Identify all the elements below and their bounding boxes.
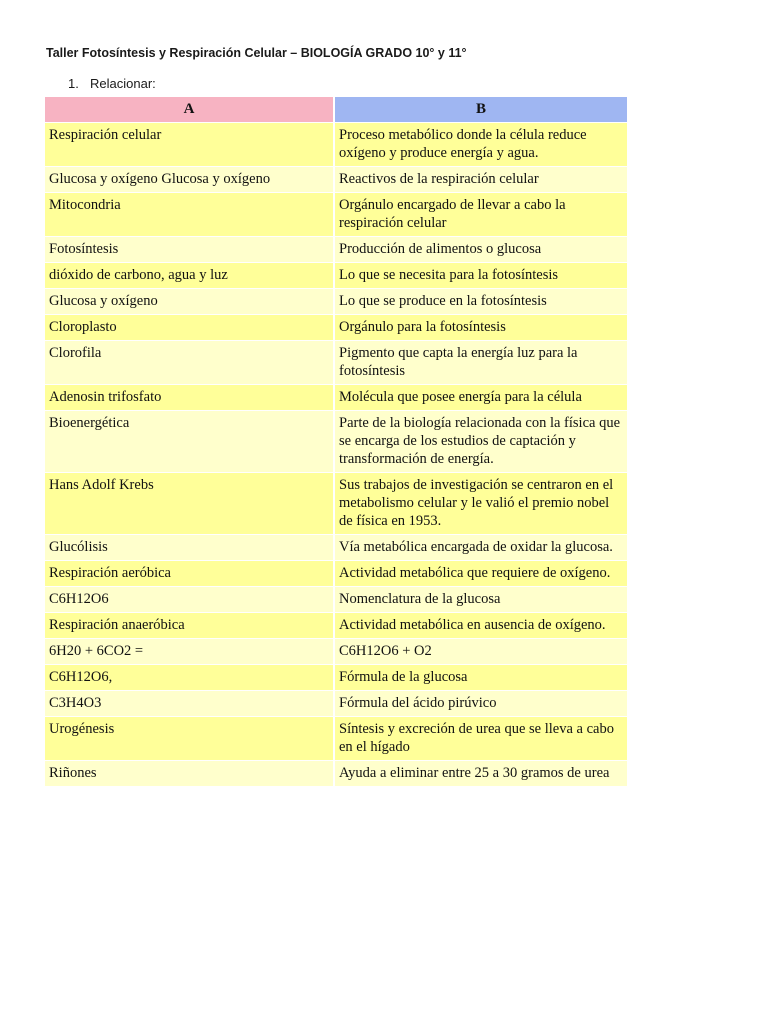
definition-cell: Actividad metabólica que requiere de oxígeno. [335, 561, 627, 587]
term-cell: Fotosíntesis [45, 237, 335, 263]
table-row [45, 411, 627, 473]
table-row [45, 123, 627, 167]
term-cell: 6H20 + 6CO2 = [45, 639, 335, 665]
question-label: Relacionar: [90, 76, 156, 91]
term-cell: Respiración anaeróbica [45, 613, 335, 639]
term-cell: Glucosa y oxígeno Glucosa y oxígeno [45, 167, 335, 193]
term-cell: Glucosa y oxígeno [45, 289, 335, 315]
definition-cell: Orgánulo encargado de llevar a cabo la respiración celular [335, 193, 627, 237]
table-row [45, 341, 627, 385]
term-cell: Clorofila [45, 341, 335, 385]
table-row [45, 535, 627, 561]
term-cell: Bioenergética [45, 411, 335, 473]
table-header-row [45, 97, 627, 123]
term-cell: C6H12O6, [45, 665, 335, 691]
term-cell: Riñones [45, 761, 335, 787]
term-cell: Glucólisis [45, 535, 335, 561]
matching-table [45, 97, 627, 787]
table-row [45, 289, 627, 315]
term-cell: C3H4O3 [45, 691, 335, 717]
table-row [45, 315, 627, 341]
definition-cell: Sus trabajos de investigación se centraron en el metabolismo celular y le valió el premio nobel de física en 1953. [335, 473, 627, 535]
definition-cell: Lo que se necesita para la fotosíntesis [335, 263, 627, 289]
definition-cell: Lo que se produce en la fotosíntesis [335, 289, 627, 315]
definition-cell: C6H12O6 + O2 [335, 639, 627, 665]
definition-cell: Producción de alimentos o glucosa [335, 237, 627, 263]
table-row [45, 237, 627, 263]
definition-cell: Vía metabólica encargada de oxidar la glucosa. [335, 535, 627, 561]
column-header-b: B [335, 97, 627, 123]
table-row [45, 587, 627, 613]
term-cell: Hans Adolf Krebs [45, 473, 335, 535]
table-row [45, 167, 627, 193]
definition-cell: Molécula que posee energía para la célula [335, 385, 627, 411]
column-header-a: A [45, 97, 335, 123]
definition-cell: Orgánulo para la fotosíntesis [335, 315, 627, 341]
table-row [45, 717, 627, 761]
definition-cell: Fórmula de la glucosa [335, 665, 627, 691]
table-row [45, 613, 627, 639]
term-cell: Mitocondria [45, 193, 335, 237]
table-row [45, 263, 627, 289]
table-row [45, 473, 627, 535]
definition-cell: Reactivos de la respiración celular [335, 167, 627, 193]
question-number: 1. [68, 76, 79, 91]
term-cell: dióxido de carbono, agua y luz [45, 263, 335, 289]
term-cell: Respiración celular [45, 123, 335, 167]
term-cell: C6H12O6 [45, 587, 335, 613]
definition-cell: Parte de la biología relacionada con la física que se encarga de los estudios de captación y transformación de energía. [335, 411, 627, 473]
table-row [45, 691, 627, 717]
table-row [45, 639, 627, 665]
table-row [45, 665, 627, 691]
definition-cell: Proceso metabólico donde la célula reduce oxígeno y produce energía y agua. [335, 123, 627, 167]
table-row [45, 761, 627, 787]
question-item [68, 76, 156, 91]
definition-cell: Pigmento que capta la energía luz para la fotosíntesis [335, 341, 627, 385]
term-cell: Respiración aeróbica [45, 561, 335, 587]
term-cell: Urogénesis [45, 717, 335, 761]
term-cell: Cloroplasto [45, 315, 335, 341]
definition-cell: Fórmula del ácido pirúvico [335, 691, 627, 717]
definition-cell: Nomenclatura de la glucosa [335, 587, 627, 613]
document-title: Taller Fotosíntesis y Respiración Celular – BIOLOGÍA GRADO 10° y 11° [46, 46, 467, 60]
table-row [45, 193, 627, 237]
definition-cell: Síntesis y excreción de urea que se lleva a cabo en el hígado [335, 717, 627, 761]
table-row [45, 561, 627, 587]
term-cell: Adenosin trifosfato [45, 385, 335, 411]
definition-cell: Ayuda a eliminar entre 25 a 30 gramos de urea [335, 761, 627, 787]
table-row [45, 385, 627, 411]
definition-cell: Actividad metabólica en ausencia de oxígeno. [335, 613, 627, 639]
